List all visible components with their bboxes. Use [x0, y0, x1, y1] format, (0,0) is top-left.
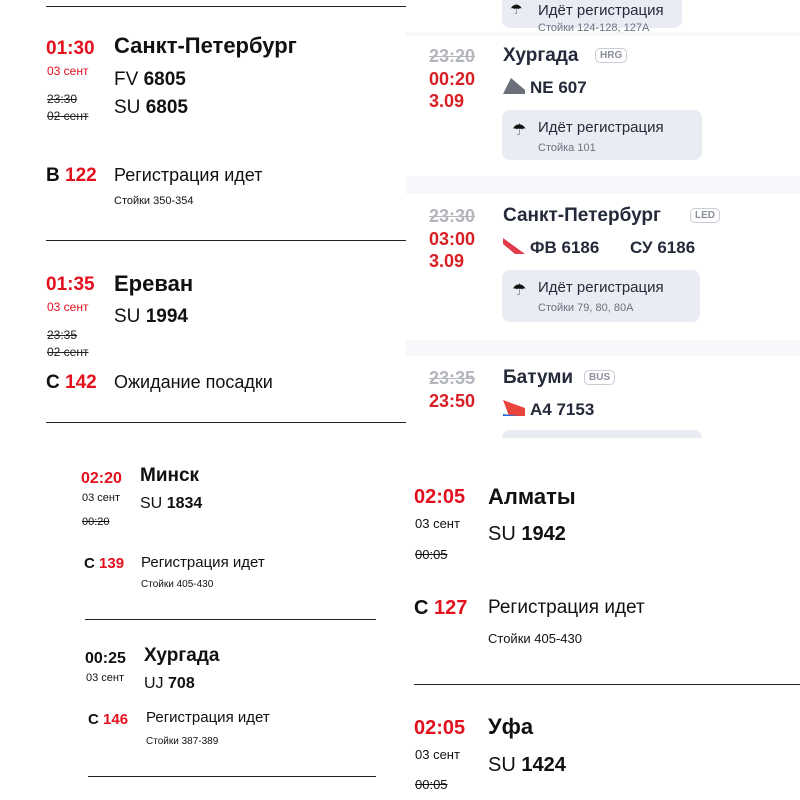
departure-date: 03 сент: [47, 64, 89, 78]
status-text: Регистрация идет: [488, 597, 645, 618]
departure-date: 03 сент: [86, 672, 125, 684]
original-time: 23:35: [429, 368, 476, 388]
registration-text: Идёт регистрация: [538, 2, 664, 19]
registration-badge: [502, 430, 702, 438]
airline-logo-icon: [503, 400, 525, 416]
original-date: 02 сент: [47, 345, 89, 359]
airport-code-badge: HRG: [595, 48, 627, 63]
departure-time: 01:35: [46, 274, 95, 295]
flight-number: SU 1424: [488, 754, 566, 776]
destination-city: Минск: [140, 465, 200, 486]
divider: [85, 619, 376, 620]
departure-date: 03 сент: [415, 747, 460, 762]
departure-time: 02:20: [81, 470, 122, 487]
airline-logo-icon: [503, 238, 525, 254]
checkin-counters: Стойки 124-128, 127А: [538, 22, 650, 34]
original-time: 00:05: [415, 547, 448, 562]
departure-time: 00:25: [85, 650, 126, 667]
flight-number: SU 1994: [114, 306, 188, 327]
flight-card[interactable]: [406, 356, 800, 438]
status-text: Ожидание посадки: [114, 372, 273, 392]
registration-badge: [502, 270, 700, 322]
registration-badge: [502, 0, 682, 34]
original-time: 23:35: [47, 328, 78, 342]
gate: С 139: [84, 555, 125, 572]
checkin-icon: ☂: [512, 122, 527, 139]
departures-panel-b: [406, 0, 800, 438]
airport-code-badge: BUS: [584, 370, 615, 385]
new-time: 23:50: [429, 391, 476, 411]
airline-logo-icon: [503, 78, 525, 94]
flight-number: SU 1834: [140, 495, 203, 512]
flight-number: SU 1942: [488, 523, 566, 545]
flight-number: UJ 708: [144, 675, 195, 692]
flight-number: СУ 6186: [630, 238, 696, 257]
destination-city: Алматы: [488, 484, 576, 509]
checkin-icon: ☂: [512, 282, 527, 299]
gate: В 122: [46, 165, 97, 186]
destination-city: Хургада: [503, 45, 579, 66]
new-time: 03:00: [429, 229, 476, 249]
checkin-counters: Стойки 350-354: [114, 195, 194, 207]
status-text: Регистрация идет: [146, 709, 270, 726]
flight-card[interactable]: [406, 0, 800, 32]
checkin-counters: Стойки 405-430: [141, 579, 214, 590]
flight-number: NE 607: [530, 78, 587, 97]
checkin-counters: Стойки 387-389: [146, 736, 219, 747]
checkin-counters: Стойки 405-430: [488, 631, 582, 646]
destination-city: Санкт-Петербург: [114, 33, 297, 58]
flight-card[interactable]: [406, 194, 800, 340]
original-date: 02 сент: [47, 109, 89, 123]
departure-date: 03 сент: [47, 300, 89, 314]
divider: [46, 6, 406, 7]
departure-time: 01:30: [46, 38, 95, 59]
destination-city: Уфа: [488, 714, 534, 739]
status-text: Регистрация идет: [114, 165, 263, 185]
original-time: 23:20: [429, 46, 476, 66]
destination-city: Хургада: [144, 645, 220, 666]
flight-number: FV 6805: [114, 69, 186, 90]
divider: [414, 684, 800, 685]
original-time: 23:30: [47, 92, 78, 106]
flight-number: SU 6805: [114, 97, 188, 118]
registration-text: Идёт регистрация: [538, 119, 664, 136]
destination-city: Ереван: [114, 271, 194, 296]
departures-panel-a: [0, 0, 406, 430]
new-date: 3.09: [429, 251, 465, 271]
original-time: 00:05: [415, 777, 448, 792]
new-date: 3.09: [429, 91, 465, 111]
gate: С 127: [414, 597, 468, 619]
divider: [46, 240, 406, 241]
registration-badge: [502, 110, 702, 160]
departure-date: 03 сент: [415, 516, 460, 531]
departures-panel-c: [30, 440, 406, 800]
checkin-counters: Стойка 101: [538, 142, 596, 154]
checkin-icon: ☂: [510, 1, 523, 17]
original-time: 23:30: [429, 206, 476, 226]
flight-number: А4 7153: [530, 400, 595, 419]
airport-code-badge: LED: [690, 208, 720, 223]
registration-text: Идёт регистрация: [538, 279, 664, 296]
destination-city: Батуми: [503, 367, 574, 388]
original-time: 00:20: [82, 516, 110, 528]
flight-number: ФВ 6186: [530, 238, 600, 257]
departure-time: 02:05: [414, 717, 466, 739]
flight-card[interactable]: [406, 36, 800, 176]
gate: С 146: [88, 711, 129, 728]
departure-time: 02:05: [414, 486, 466, 508]
divider: [46, 422, 406, 423]
divider: [88, 776, 376, 777]
gate: С 142: [46, 372, 97, 393]
destination-city: Санкт-Петербург: [503, 205, 661, 226]
departure-date: 03 сент: [82, 492, 121, 504]
new-time: 00:20: [429, 69, 476, 89]
departures-panel-d: [406, 440, 800, 800]
status-text: Регистрация идет: [141, 554, 265, 571]
checkin-counters: Стойки 79, 80, 80А: [538, 302, 634, 314]
